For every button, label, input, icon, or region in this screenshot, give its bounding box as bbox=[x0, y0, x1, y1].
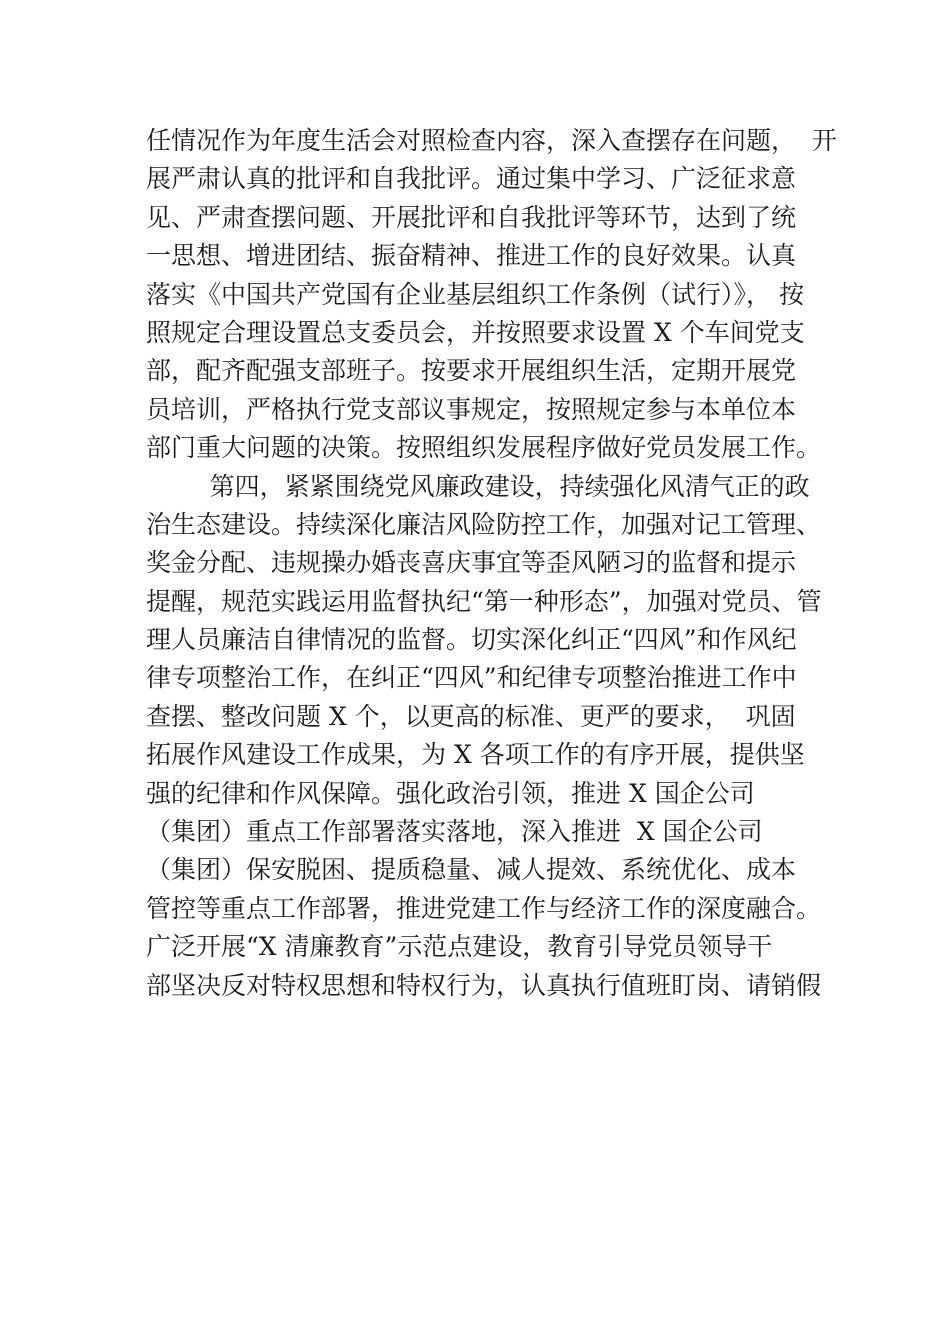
text-line: 见、严肃查摆问题、开展批评和自我批评等环节，达到了统 bbox=[146, 202, 797, 232]
text-line: 奖金分配、违规操办婚丧喜庆事宜等歪风陋习的监督和提示 bbox=[146, 548, 797, 578]
text-line: （集团）重点工作部署落实落地，深入推进 X 国企公司 bbox=[146, 817, 763, 847]
text-line: 落实《中国共产党国有企业基层组织工作条例（试行）》， 按 bbox=[146, 279, 804, 309]
body-text bbox=[146, 122, 837, 1005]
text-line: 广泛开展“X 清廉教育”示范点建设，教育引导党员领导干 bbox=[146, 932, 773, 962]
text-line: 查摆、整改问题 X 个，以更高的标准、更严的要求， 巩固 bbox=[146, 701, 796, 731]
text-line: 理人员廉洁自律情况的监督。切实深化纠正“四风”和作风纪 bbox=[146, 625, 797, 655]
text-line: 照规定合理设置总支委员会，并按照要求设置 X 个车间党支 bbox=[146, 317, 805, 347]
text-line: 强的纪律和作风保障。强化政治引领，推进 X 国企公司 bbox=[146, 778, 755, 808]
text-line: 部门重大问题的决策。按照组织发展程序做好党员发展工作。 bbox=[146, 433, 822, 463]
text-line: 第四，紧紧围绕党风廉政建设，持续强化风清气正的政 bbox=[146, 471, 810, 501]
text-line: 拓展作风建设工作成果，为 X 各项工作的有序开展，提供坚 bbox=[146, 740, 805, 770]
text-line: 一思想、增进团结、振奋精神、推进工作的良好效果。认真 bbox=[146, 241, 797, 271]
text-line: 提醒，规范实践运用监督执纪“第一种形态”，加强对党员、管 bbox=[146, 586, 822, 616]
text-line: 治生态建设。持续深化廉洁风险防控工作，加强对记工管理、 bbox=[146, 509, 822, 539]
text-line: 展严肃认真的批评和自我批评。通过集中学习、广泛征求意 bbox=[146, 164, 797, 194]
text-line: 律专项整治工作，在纠正“四风”和纪律专项整治推进工作中 bbox=[146, 663, 797, 693]
text-line: 员培训，严格执行党支部议事规定，按照规定参与本单位本 bbox=[146, 394, 797, 424]
text-line: 管控等重点工作部署，推进党建工作与经济工作的深度融合。 bbox=[146, 893, 822, 923]
text-line: 部，配齐配强支部班子。按要求开展组织生活，定期开展党 bbox=[146, 356, 797, 386]
text-line: （集团）保安脱困、提质稳量、减人提效、系统优化、成本 bbox=[146, 855, 797, 885]
text-line: 部坚决反对特权思想和特权行为，认真执行值班盯岗、请销假 bbox=[146, 970, 822, 1000]
text-line: 任情况作为年度生活会对照检查内容，深入查摆存在问题， 开 bbox=[146, 126, 837, 155]
